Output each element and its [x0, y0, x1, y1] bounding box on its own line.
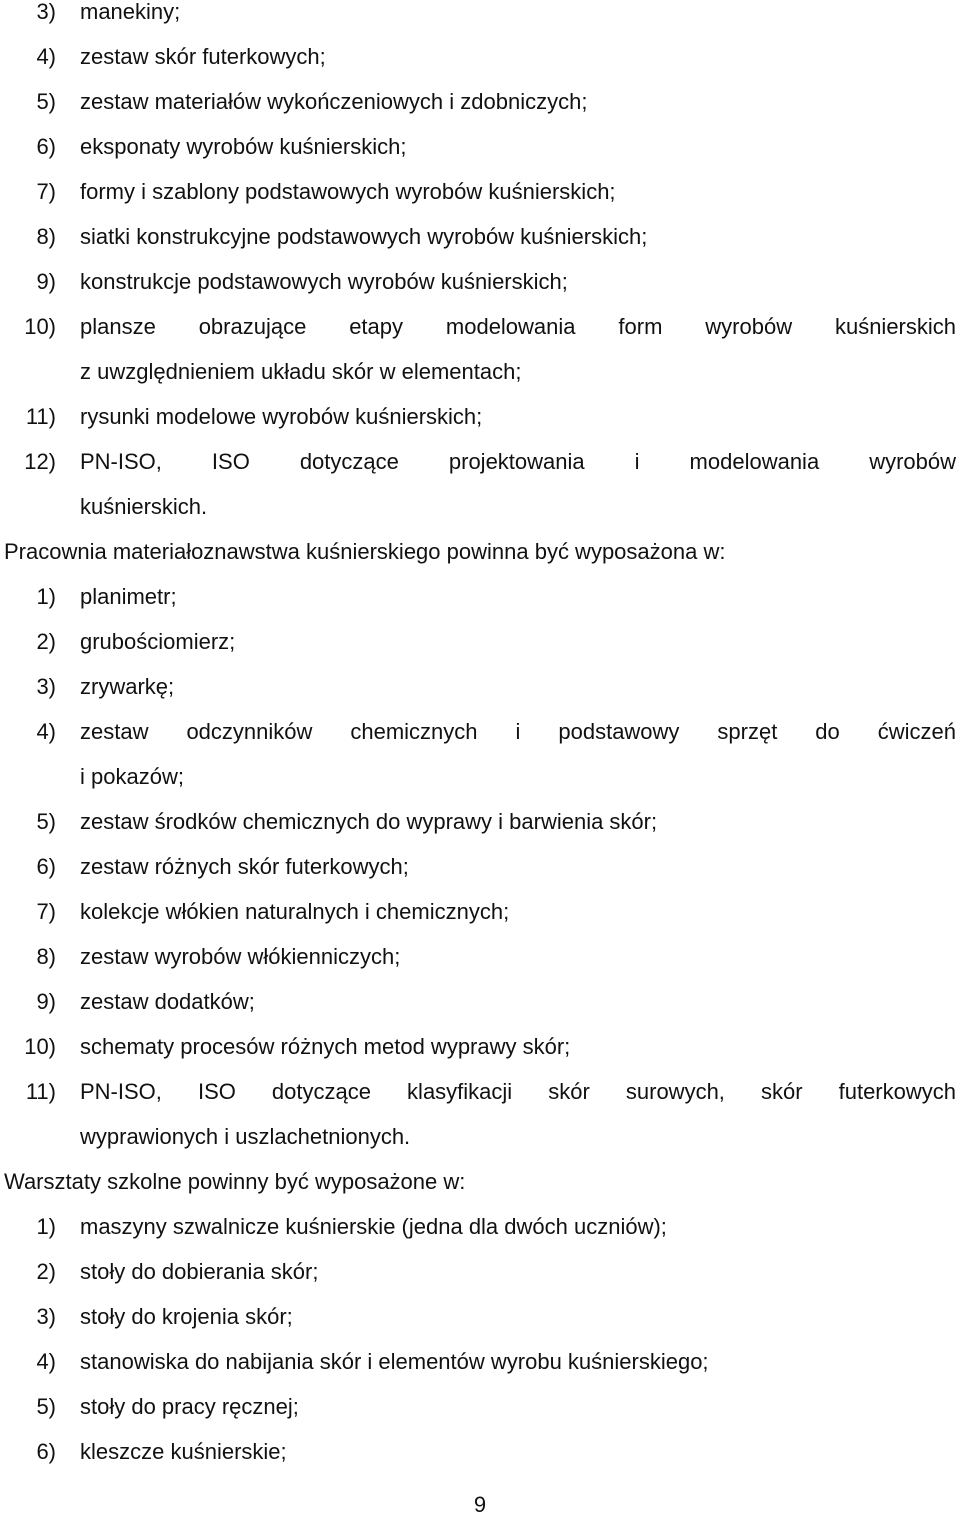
list-item-number: 2)	[36, 629, 56, 654]
paragraph-text: Warsztaty szkolne powinny być wyposażone w:	[4, 1169, 466, 1194]
list-item-text: stoły do pracy ręcznej;	[80, 1394, 299, 1419]
list-item-text: plansze obrazujące etapy modelowania form wyrobów kuśnierskich	[80, 314, 956, 339]
list-item	[0, 267, 960, 297]
list-item	[0, 0, 960, 27]
list-item-number: 4)	[36, 1349, 56, 1374]
list-item	[0, 627, 960, 657]
list-item-text: stanowiska do nabijania skór i elementów wyrobu kuśnierskiego;	[80, 1349, 709, 1374]
list-item-number: 6)	[36, 134, 56, 159]
list-item-text: schematy procesów różnych metod wyprawy skór;	[80, 1034, 571, 1059]
list-item-number: 3)	[36, 1304, 56, 1329]
list-item-continuation	[0, 357, 960, 387]
paragraph-text: Pracownia materiałoznawstwa kuśnierskiego powinna być wyposażona w:	[4, 539, 726, 564]
list-item-text: siatki konstrukcyjne podstawowych wyrobów kuśnierskich;	[80, 224, 648, 249]
list-item-text: konstrukcje podstawowych wyrobów kuśnierskich;	[80, 269, 568, 294]
list-item-number: 8)	[36, 224, 56, 249]
list-item	[0, 222, 960, 252]
list-item	[0, 447, 960, 477]
list-item	[0, 1077, 960, 1107]
list-item-number: 1)	[36, 1214, 56, 1239]
list-item-text: manekiny;	[80, 0, 181, 24]
list-item-text: zestaw odczynników chemicznych i podstawowy sprzęt do ćwiczeń	[80, 719, 956, 744]
list-item	[0, 1347, 960, 1377]
list-item-number: 4)	[36, 44, 56, 69]
list-item	[0, 897, 960, 927]
list-item-number: 12)	[24, 449, 56, 474]
list-item-number: 7)	[36, 179, 56, 204]
list-item-number: 5)	[36, 1394, 56, 1419]
list-item-number: 3)	[36, 0, 56, 24]
list-item	[0, 1302, 960, 1332]
list-item	[0, 1032, 960, 1062]
list-item-text: zestaw wyrobów włókienniczych;	[80, 944, 401, 969]
list-item-continuation	[0, 492, 960, 522]
list-item-number: 7)	[36, 899, 56, 924]
list-item	[0, 1212, 960, 1242]
list-item-text: PN-ISO, ISO dotyczące projektowania i modelowania wyrobów	[80, 449, 956, 474]
list-item-number: 4)	[36, 719, 56, 744]
section-heading	[0, 537, 960, 567]
list-item	[0, 852, 960, 882]
list-item-number: 5)	[36, 809, 56, 834]
list-item	[0, 672, 960, 702]
list-item-text: zestaw środków chemicznych do wyprawy i barwienia skór;	[80, 809, 658, 834]
list-item-number: 5)	[36, 89, 56, 114]
list-item	[0, 87, 960, 117]
list-item-text: kolekcje włókien naturalnych i chemicznych;	[80, 899, 510, 924]
list-item-number: 6)	[36, 854, 56, 879]
list-item	[0, 807, 960, 837]
list-item-text: wyprawionych i uszlachetnionych.	[80, 1124, 411, 1149]
list-item	[0, 582, 960, 612]
list-item-number: 10)	[24, 314, 56, 339]
list-item	[0, 1392, 960, 1422]
list-item-number: 3)	[36, 674, 56, 699]
list-item-number: 9)	[36, 269, 56, 294]
list-item-number: 11)	[25, 1079, 56, 1104]
list-item	[0, 942, 960, 972]
list-item-text: stoły do dobierania skór;	[80, 1259, 319, 1284]
list-item-continuation	[0, 1122, 960, 1152]
list-item-number: 10)	[24, 1034, 56, 1059]
list-item-continuation	[0, 762, 960, 792]
list-item-number: 1)	[36, 584, 56, 609]
list-item-number: 2)	[36, 1259, 56, 1284]
list-item-text: zrywarkę;	[80, 674, 175, 699]
list-item	[0, 132, 960, 162]
list-item-number: 11)	[25, 404, 56, 429]
list-item	[0, 1257, 960, 1287]
list-item-text: planimetr;	[80, 584, 177, 609]
list-item	[0, 312, 960, 342]
list-item-text: i pokazów;	[80, 764, 184, 789]
list-item-number: 6)	[36, 1439, 56, 1464]
list-item	[0, 402, 960, 432]
list-item	[0, 717, 960, 747]
list-item-text: zestaw skór futerkowych;	[80, 44, 326, 69]
page-number: 9	[473, 1492, 487, 1517]
list-item-text: zestaw materiałów wykończeniowych i zdobniczych;	[80, 89, 588, 114]
list-item	[0, 177, 960, 207]
list-item-text: zestaw dodatków;	[80, 989, 255, 1014]
list-item	[0, 987, 960, 1017]
list-item-text: kuśnierskich.	[80, 494, 208, 519]
list-item-text: z uwzględnieniem układu skór w elementach;	[80, 359, 522, 384]
list-item-text: formy i szablony podstawowych wyrobów kuśnierskich;	[80, 179, 616, 204]
list-item-text: stoły do krojenia skór;	[80, 1304, 293, 1329]
list-item-text: rysunki modelowe wyrobów kuśnierskich;	[80, 404, 483, 429]
list-item-number: 8)	[36, 944, 56, 969]
list-item-text: maszyny szwalnicze kuśnierskie (jedna dla dwóch uczniów);	[80, 1214, 667, 1239]
list-item-text: zestaw różnych skór futerkowych;	[80, 854, 409, 879]
list-item-text: grubościomierz;	[80, 629, 236, 654]
list-item-text: PN-ISO, ISO dotyczące klasyfikacji skór surowych, skór futerkowych	[80, 1079, 956, 1104]
list-item-text: eksponaty wyrobów kuśnierskich;	[80, 134, 407, 159]
list-item-text: kleszcze kuśnierskie;	[80, 1439, 287, 1464]
list-item-number: 9)	[36, 989, 56, 1014]
list-item	[0, 1437, 960, 1467]
section-heading	[0, 1167, 960, 1197]
list-item	[0, 42, 960, 72]
